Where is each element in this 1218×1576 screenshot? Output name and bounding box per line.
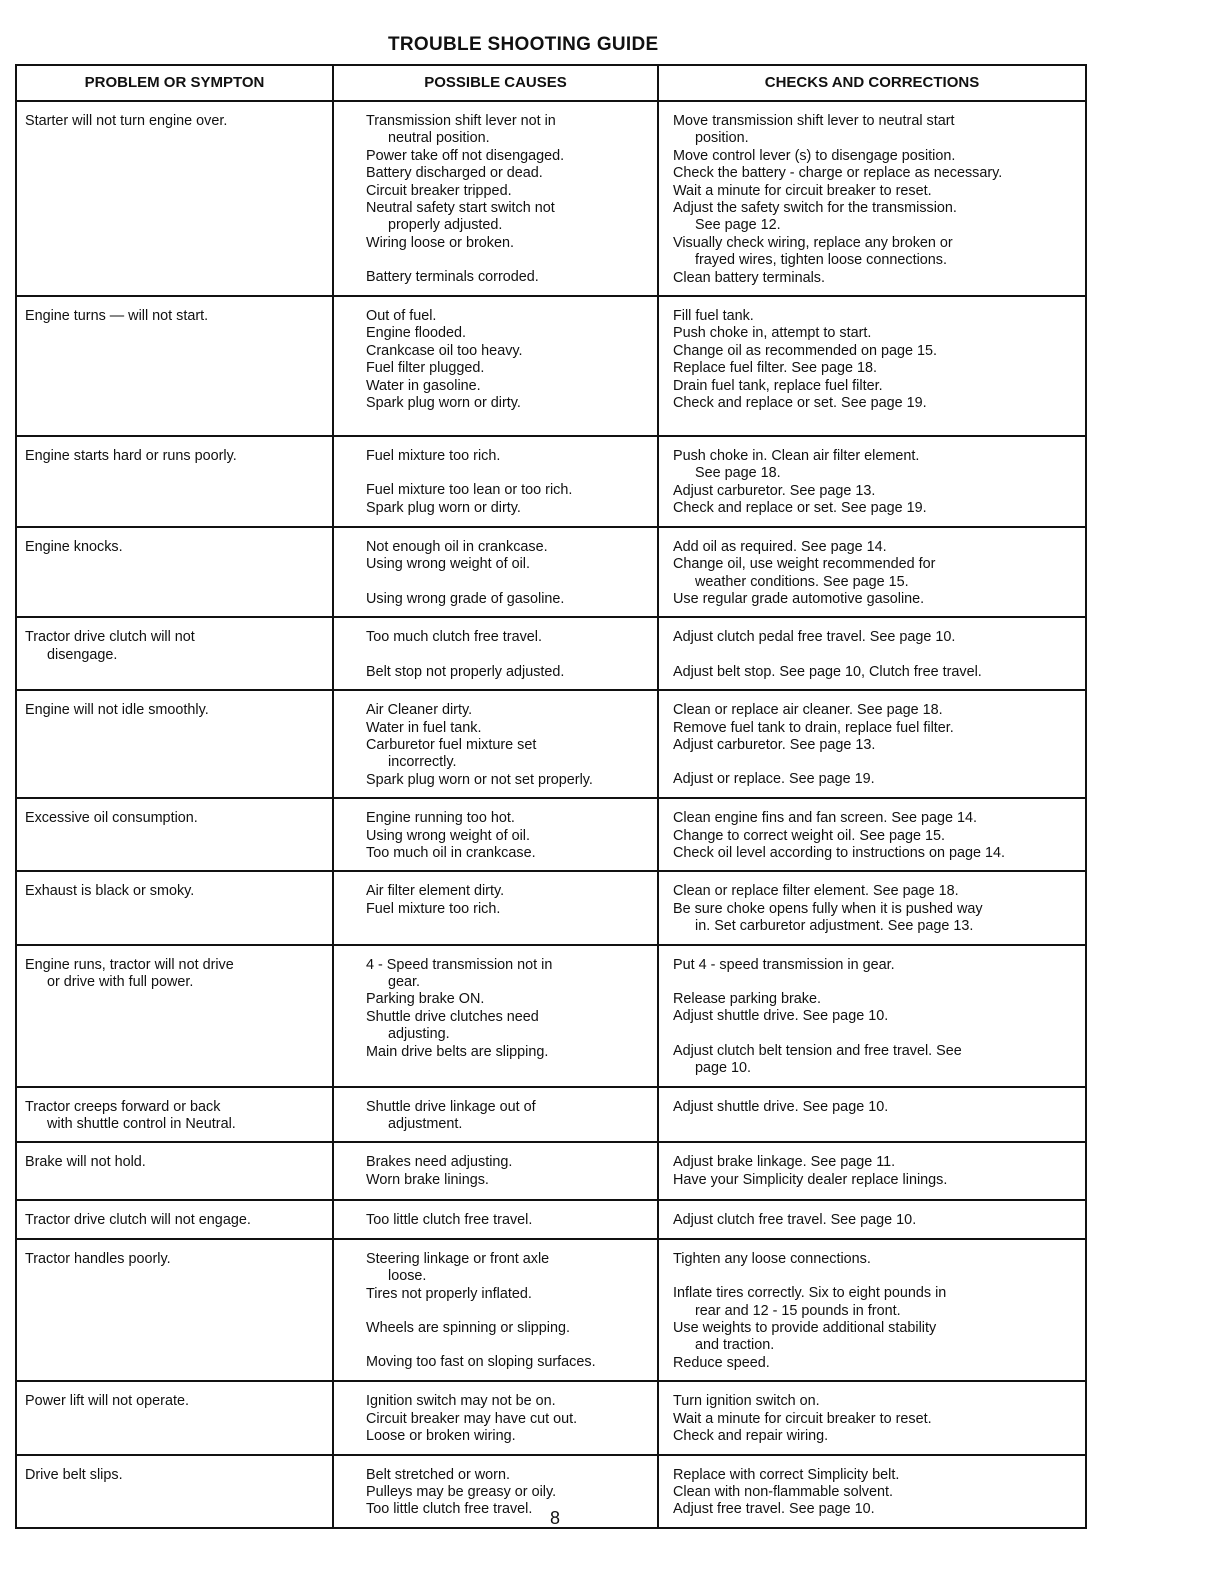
check-line: Replace fuel filter. See page 18. xyxy=(673,360,878,377)
problem-text: Tractor handles poorly. xyxy=(25,1250,171,1267)
check-line: Have your Simplicity dealer replace linings. xyxy=(673,1171,948,1188)
check-line: position. xyxy=(695,130,749,147)
cause-line: Air filter element dirty. xyxy=(366,883,505,900)
check-line: Use regular grade automotive gasoline. xyxy=(673,590,925,607)
cause-line: Worn brake linings. xyxy=(366,1171,489,1188)
check-line: Change to correct weight oil. See page 15. xyxy=(673,827,945,844)
problem-text: Engine will not idle smoothly. xyxy=(25,702,209,719)
checks-cell xyxy=(658,945,1086,1087)
cause-line: gear. xyxy=(388,974,421,990)
check-line: frayed wires, tighten loose connections. xyxy=(695,252,947,269)
cause-line: Wiring loose or broken. xyxy=(366,234,514,251)
problem-text: Engine runs, tractor will not drive xyxy=(25,956,234,973)
checks-cell xyxy=(658,798,1086,871)
causes-cell xyxy=(333,871,658,944)
problem-cell xyxy=(16,617,333,690)
check-line: Adjust belt stop. See page 10, Clutch free travel. xyxy=(673,663,982,680)
problem-cell xyxy=(16,436,333,527)
check-line: Check oil level according to instructions on page 14. xyxy=(673,844,1005,861)
problem-text: Brake will not hold. xyxy=(25,1154,146,1171)
check-line: Adjust clutch pedal free travel. See page 10. xyxy=(673,629,956,646)
cause-line: Too little clutch free travel. xyxy=(366,1501,533,1518)
cause-line: Parking brake ON. xyxy=(366,991,485,1008)
table-row xyxy=(16,1381,1086,1454)
cause-line: Moving too fast on sloping surfaces. xyxy=(366,1354,596,1371)
checks-cell xyxy=(658,1087,1086,1143)
cause-line: Water in fuel tank. xyxy=(366,719,482,736)
check-line: Clean engine fins and fan screen. See page 14. xyxy=(673,810,978,827)
table-row xyxy=(16,1142,1086,1200)
checks-cell xyxy=(658,871,1086,944)
cause-line: Loose or broken wiring. xyxy=(366,1428,516,1445)
table-row xyxy=(16,527,1086,618)
check-line: Clean battery terminals. xyxy=(673,269,825,286)
problem-text: Power lift will not operate. xyxy=(25,1393,189,1410)
table-row xyxy=(16,871,1086,944)
check-line: Adjust free travel. See page 10. xyxy=(673,1501,875,1518)
causes-cell xyxy=(333,296,658,436)
trouble-shooting-table xyxy=(15,64,1087,1529)
check-line: Wait a minute for circuit breaker to reset. xyxy=(673,1410,932,1427)
check-line: Visually check wiring, replace any broken or xyxy=(673,234,953,251)
problem-cell xyxy=(16,871,333,944)
causes-cell xyxy=(333,527,658,618)
cause-line: Pulleys may be greasy or oily. xyxy=(366,1483,557,1500)
check-line: Replace with correct Simplicity belt. xyxy=(673,1466,900,1483)
cause-line: Belt stretched or worn. xyxy=(366,1466,510,1483)
check-line: Change oil, use weight recommended for xyxy=(673,556,936,573)
cause-line: Out of fuel. xyxy=(366,308,437,325)
check-line: Adjust clutch belt tension and free travel. See xyxy=(673,1042,962,1059)
table-row xyxy=(16,296,1086,436)
table-row xyxy=(16,945,1086,1087)
cause-line: Neutral safety start switch not xyxy=(366,200,555,217)
problem-cell xyxy=(16,101,333,296)
problem-text: Exhaust is black or smoky. xyxy=(25,883,195,900)
check-line: Clean with non-flammable solvent. xyxy=(673,1483,893,1500)
cause-line: Wheels are spinning or slipping. xyxy=(366,1320,570,1337)
cause-line: Steering linkage or front axle xyxy=(366,1250,550,1267)
check-line: Adjust the safety switch for the transmission. xyxy=(673,200,957,217)
cause-line: Using wrong grade of gasoline. xyxy=(366,590,565,607)
check-line: See page 18. xyxy=(695,465,781,482)
problem-text: or drive with full power. xyxy=(47,974,194,990)
check-line: rear and 12 - 15 pounds in front. xyxy=(695,1302,901,1319)
check-line: in. Set carburetor adjustment. See page 13. xyxy=(695,918,974,935)
cause-line: Circuit breaker may have cut out. xyxy=(366,1410,578,1427)
check-line: and traction. xyxy=(695,1337,775,1354)
check-line: Add oil as required. See page 14. xyxy=(673,538,887,555)
checks-cell xyxy=(658,436,1086,527)
check-line: Adjust shuttle drive. See page 10. xyxy=(673,1098,889,1115)
page-title: TROUBLE SHOOTING GUIDE xyxy=(388,34,659,55)
causes-cell xyxy=(333,1381,658,1454)
problem-cell xyxy=(16,527,333,618)
problem-cell xyxy=(16,1142,333,1200)
check-line: Adjust shuttle drive. See page 10. xyxy=(673,1008,889,1025)
checks-cell xyxy=(658,1239,1086,1381)
cause-line: adjustment. xyxy=(388,1116,463,1133)
cause-line: Not enough oil in crankcase. xyxy=(366,538,548,555)
problem-cell xyxy=(16,1200,333,1238)
table-row xyxy=(16,1239,1086,1381)
cause-line: Circuit breaker tripped. xyxy=(366,182,512,199)
problem-cell xyxy=(16,1087,333,1143)
problem-text: Engine knocks. xyxy=(25,538,123,555)
cause-line: Fuel filter plugged. xyxy=(366,360,485,377)
check-line: weather conditions. See page 15. xyxy=(695,573,909,590)
causes-cell xyxy=(333,436,658,527)
check-line: Adjust brake linkage. See page 11. xyxy=(673,1154,896,1171)
cause-line: Too little clutch free travel. xyxy=(366,1212,533,1229)
check-line: Put 4 - speed transmission in gear. xyxy=(673,956,895,973)
cause-line: incorrectly. xyxy=(388,754,457,771)
table-row xyxy=(16,1087,1086,1143)
cause-line: Fuel mixture too rich. xyxy=(366,448,501,465)
cause-line: 4 - Speed transmission not in xyxy=(366,956,553,973)
check-line: Check and replace or set. See page 19. xyxy=(673,395,927,412)
problem-text: Drive belt slips. xyxy=(25,1466,123,1483)
problem-text: Tractor drive clutch will not xyxy=(25,629,195,646)
check-line: Fill fuel tank. xyxy=(673,308,754,325)
problem-text: Engine starts hard or runs poorly. xyxy=(25,448,237,465)
header-row xyxy=(16,65,1086,101)
problem-text: Tractor drive clutch will not engage. xyxy=(25,1212,251,1229)
checks-cell xyxy=(658,1200,1086,1238)
cause-line: Brakes need adjusting. xyxy=(366,1154,513,1171)
problem-text: with shuttle control in Neutral. xyxy=(47,1116,236,1133)
cause-line: Too much clutch free travel. xyxy=(366,629,542,646)
causes-cell xyxy=(333,1087,658,1143)
check-line: Adjust or replace. See page 19. xyxy=(673,771,875,788)
cause-line: Ignition switch may not be on. xyxy=(366,1393,556,1410)
header-problem: PROBLEM OR SYMPTON xyxy=(16,65,333,101)
cause-line: Fuel mixture too rich. xyxy=(366,900,501,917)
page-number: 8 xyxy=(550,1508,561,1528)
cause-line: Main drive belts are slipping. xyxy=(366,1043,549,1060)
check-line: Adjust carburetor. See page 13. xyxy=(673,736,876,753)
cause-line: properly adjusted. xyxy=(388,217,503,234)
problem-text: Starter will not turn engine over. xyxy=(25,113,228,129)
cause-line: Shuttle drive clutches need xyxy=(366,1008,539,1025)
causes-cell xyxy=(333,1142,658,1200)
check-line: Clean or replace filter element. See page 18. xyxy=(673,883,959,900)
checks-cell xyxy=(658,296,1086,436)
check-line: Check and replace or set. See page 19. xyxy=(673,500,927,517)
check-line: See page 12. xyxy=(695,217,781,234)
checks-cell xyxy=(658,1381,1086,1454)
checks-cell xyxy=(658,690,1086,798)
header-causes: POSSIBLE CAUSES xyxy=(333,65,658,101)
problem-cell xyxy=(16,1455,333,1528)
table-row xyxy=(16,690,1086,798)
problem-cell xyxy=(16,296,333,436)
problem-cell xyxy=(16,690,333,798)
checks-cell xyxy=(658,527,1086,618)
cause-line: Carburetor fuel mixture set xyxy=(366,736,537,753)
cause-line: Air Cleaner dirty. xyxy=(366,702,473,719)
causes-cell xyxy=(333,1239,658,1381)
check-line: Release parking brake. xyxy=(673,991,821,1007)
check-line: Drain fuel tank, replace fuel filter. xyxy=(673,377,883,394)
check-line: Check and repair wiring. xyxy=(673,1428,829,1445)
cause-line: Crankcase oil too heavy. xyxy=(366,342,523,359)
cause-line: Spark plug worn or dirty. xyxy=(366,499,521,516)
cause-line: loose. xyxy=(388,1268,427,1285)
check-line: Adjust carburetor. See page 13. xyxy=(673,482,876,499)
causes-cell xyxy=(333,101,658,296)
causes-cell xyxy=(333,690,658,798)
table-row xyxy=(16,436,1086,527)
table-row xyxy=(16,101,1086,296)
cause-line: Using wrong weight of oil. xyxy=(366,827,530,844)
problem-cell xyxy=(16,945,333,1087)
check-line: Check the battery - charge or replace as necessary. xyxy=(673,165,1003,182)
problem-text: Excessive oil consumption. xyxy=(25,810,198,827)
check-line: Remove fuel tank to drain, replace fuel filter. xyxy=(673,719,954,736)
check-line: Use weights to provide additional stability xyxy=(673,1320,937,1337)
causes-cell xyxy=(333,617,658,690)
checks-cell xyxy=(658,1455,1086,1528)
check-line: Adjust clutch free travel. See page 10. xyxy=(673,1212,917,1229)
cause-line: Transmission shift lever not in xyxy=(366,113,556,129)
check-line: Move control lever (s) to disengage position. xyxy=(673,147,956,164)
cause-line: Belt stop not properly adjusted. xyxy=(366,663,565,680)
check-line: Change oil as recommended on page 15. xyxy=(673,342,938,359)
check-line: Push choke in, attempt to start. xyxy=(673,325,872,342)
causes-cell xyxy=(333,1200,658,1238)
cause-line: Too much oil in crankcase. xyxy=(366,844,536,861)
cause-line: Engine flooded. xyxy=(366,325,467,342)
check-line: Tighten any loose connections. xyxy=(673,1250,871,1267)
checks-cell xyxy=(658,101,1086,296)
cause-line: Fuel mixture too lean or too rich. xyxy=(366,482,573,499)
cause-line: Power take off not disengaged. xyxy=(366,147,565,164)
check-line: Clean or replace air cleaner. See page 18. xyxy=(673,702,943,719)
cause-line: Using wrong weight of oil. xyxy=(366,556,530,573)
cause-line: Shuttle drive linkage out of xyxy=(366,1098,536,1115)
header-checks: CHECKS AND CORRECTIONS xyxy=(658,65,1086,101)
check-line: Push choke in. Clean air filter element. xyxy=(673,448,920,465)
check-line: Reduce speed. xyxy=(673,1354,770,1371)
cause-line: neutral position. xyxy=(388,130,490,147)
checks-cell xyxy=(658,1142,1086,1200)
checks-cell xyxy=(658,617,1086,690)
check-line: Be sure choke opens fully when it is pushed way xyxy=(673,900,983,917)
cause-line: Tires not properly inflated. xyxy=(366,1285,532,1302)
problem-text: Engine turns — will not start. xyxy=(25,308,209,325)
cause-line: Engine running too hot. xyxy=(366,810,515,827)
problem-cell xyxy=(16,1381,333,1454)
problem-text: disengage. xyxy=(47,646,118,663)
check-line: page 10. xyxy=(695,1060,752,1077)
cause-line: Spark plug worn or not set properly. xyxy=(366,771,593,788)
cause-line: Battery terminals corroded. xyxy=(366,269,539,286)
cause-line: adjusting. xyxy=(388,1026,450,1043)
causes-cell xyxy=(333,798,658,871)
table-row xyxy=(16,798,1086,871)
check-line: Wait a minute for circuit breaker to reset. xyxy=(673,182,932,199)
cause-line: Battery discharged or dead. xyxy=(366,165,543,182)
causes-cell xyxy=(333,1455,658,1528)
problem-text: Tractor creeps forward or back xyxy=(25,1098,221,1115)
problem-cell xyxy=(16,1239,333,1381)
table-row xyxy=(16,617,1086,690)
problem-cell xyxy=(16,798,333,871)
cause-line: Water in gasoline. xyxy=(366,377,481,394)
check-line: Move transmission shift lever to neutral start xyxy=(673,113,955,129)
check-line: Inflate tires correctly. Six to eight pounds in xyxy=(673,1285,947,1302)
cause-line: Spark plug worn or dirty. xyxy=(366,395,521,412)
table-row xyxy=(16,1200,1086,1238)
check-line: Turn ignition switch on. xyxy=(673,1393,820,1410)
causes-cell xyxy=(333,945,658,1087)
